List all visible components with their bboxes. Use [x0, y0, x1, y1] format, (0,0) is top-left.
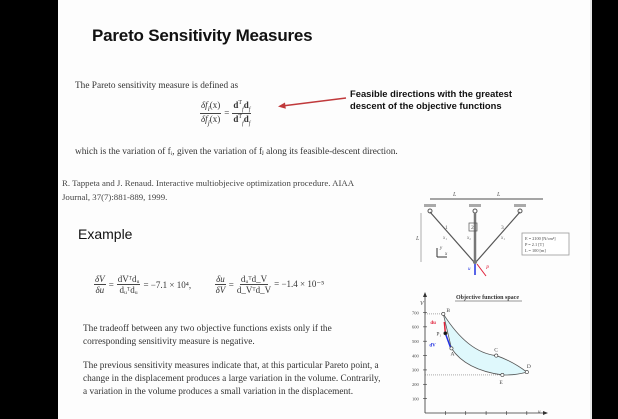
example-frac-2: $\frac{\text{dVᵀdᵤ}}{\text{dᵤᵀdᵤ}}$: [117, 274, 140, 295]
slide-edge: [590, 0, 592, 419]
load-label: P: [486, 266, 490, 271]
formula-lhs: $\frac{\delta f_i(x)}{\delta f_j(x)}$: [201, 100, 221, 127]
axis-x-label: x: [445, 252, 448, 257]
support-middle: [469, 204, 481, 213]
param-e: E = 2100 [N/cm²]: [525, 236, 556, 241]
du-label: du: [430, 320, 436, 326]
y-tick-label: 500: [412, 339, 419, 345]
callout-line-2: descent of the objective functions: [350, 100, 502, 111]
point-label: E: [499, 379, 503, 386]
example-value-1: = −7.1 × 10⁴,: [143, 279, 192, 290]
sensitivity-formula: $\frac{\delta f_i(x)}{\delta f_j(x)}$ = $\frac{d^T_fd_f}{d^T_fd_f}$: [201, 100, 251, 127]
param-p: P = 2.1 [T]: [525, 242, 544, 247]
x-label-2: x₂: [467, 236, 471, 241]
param-l: L = 100 [m]: [525, 248, 546, 253]
point-e: [501, 373, 504, 376]
feasible-region: [443, 314, 526, 375]
point-label: C: [494, 347, 498, 354]
x-axis-label: u: [538, 410, 541, 415]
load-arrow: [477, 264, 486, 276]
x-axis-arrow: [543, 411, 548, 415]
y-tick-label: 700: [412, 310, 419, 316]
span-label-right: L: [497, 192, 501, 198]
example-value-2: = −1.4 × 10⁻⁵: [274, 279, 325, 289]
span-label-left: L: [453, 192, 457, 198]
callout-arrow-line: [282, 98, 346, 106]
y-tick-label: 100: [412, 396, 419, 402]
node: [473, 260, 477, 264]
callout-note: [350, 88, 530, 112]
member-label-1: 1: [445, 225, 448, 231]
axis-y-label: y: [440, 246, 443, 251]
objective-space-chart: [395, 285, 555, 419]
y-tick-label: 400: [412, 353, 419, 359]
example-formula: $\frac{\delta V}{\delta u}$ = $\frac{\text{dVᵀdᵤ}}{\text{dᵤᵀdᵤ}}$ = −7.1 × 10⁴, $\frac{\delta u}{\delta V}$ = $\frac{\text{dᵤᵀd\_V}}{\text{d\_Vᵀd\_V}}$ = −1.4 × 10⁻⁵: [95, 274, 325, 295]
point-a: [450, 347, 453, 350]
example-heading: Example: [78, 226, 133, 242]
tradeoff-text: The tradeoff between any two objective functions exists only if the corresponding sensitivity measure is negative.: [83, 324, 332, 347]
example-frac-3: $\frac{\delta u}{\delta V}$: [215, 274, 226, 295]
reference: [62, 176, 354, 204]
chart-title: Objective function space: [456, 295, 519, 301]
point-label: P₁: [436, 331, 442, 338]
x-label-1: x₁: [443, 236, 447, 241]
variation-text: which is the variation of fᵢ, given the variation of fⱼ along its feasible-descent direction.: [75, 147, 398, 157]
support-left: [424, 204, 436, 213]
y-axis-label: V: [420, 301, 424, 307]
callout-arrow-head: [278, 103, 286, 109]
chart-plot: [425, 308, 531, 386]
callout-line-1: Feasible directions with the greatest: [350, 88, 513, 99]
support-right: [514, 204, 526, 213]
x-label-3: x₁: [501, 236, 505, 241]
example-frac-4: $\frac{\text{dᵤᵀd\_V}}{\text{d\_Vᵀd\_V}}$: [236, 274, 272, 295]
reference-line-2: Journal, 37(7):881-889, 1999.: [62, 192, 168, 202]
intro-text: The Pareto sensitivity measure is defined as: [75, 81, 239, 91]
point-label: D: [526, 364, 531, 371]
truss-diagram: [405, 185, 580, 280]
y-axis-arrow: [423, 292, 427, 297]
formula-rhs: $\frac{d^T_fd_f}{d^T_fd_f}$: [233, 100, 251, 127]
point-d: [525, 370, 528, 373]
member-3: [476, 212, 520, 262]
point-label: A: [450, 351, 455, 358]
y-tick-label: 200: [412, 382, 419, 388]
y-tick-label: 600: [412, 324, 419, 330]
member-label-2: 2: [471, 225, 474, 231]
displacement-label: u: [468, 267, 471, 272]
point-label: B: [446, 307, 450, 314]
reference-line-1: R. Tappeta and J. Renaud. Interactive multiobjecive optimization procedure. AIAA: [62, 178, 355, 188]
y-tick-label: 300: [412, 367, 419, 373]
member-label-3: 3: [501, 225, 504, 231]
example-frac-1: $\frac{\delta V}{\delta u}$: [95, 274, 105, 295]
height-label: L: [416, 236, 420, 242]
point-p1: [444, 332, 447, 335]
callout-arrow: [276, 96, 348, 110]
point-c: [495, 354, 498, 357]
previous-text: The previous sensitivity measures indicate that, at this particular Pareto point, a change in the displacement produces a large variation in the volume. Contrarily, a variation in the volume produces a small variation in the displacement.: [83, 361, 381, 397]
dv-label: dV: [429, 343, 436, 349]
slide-title: Pareto Sensitivity Measures: [92, 26, 313, 45]
point-b: [442, 312, 445, 315]
